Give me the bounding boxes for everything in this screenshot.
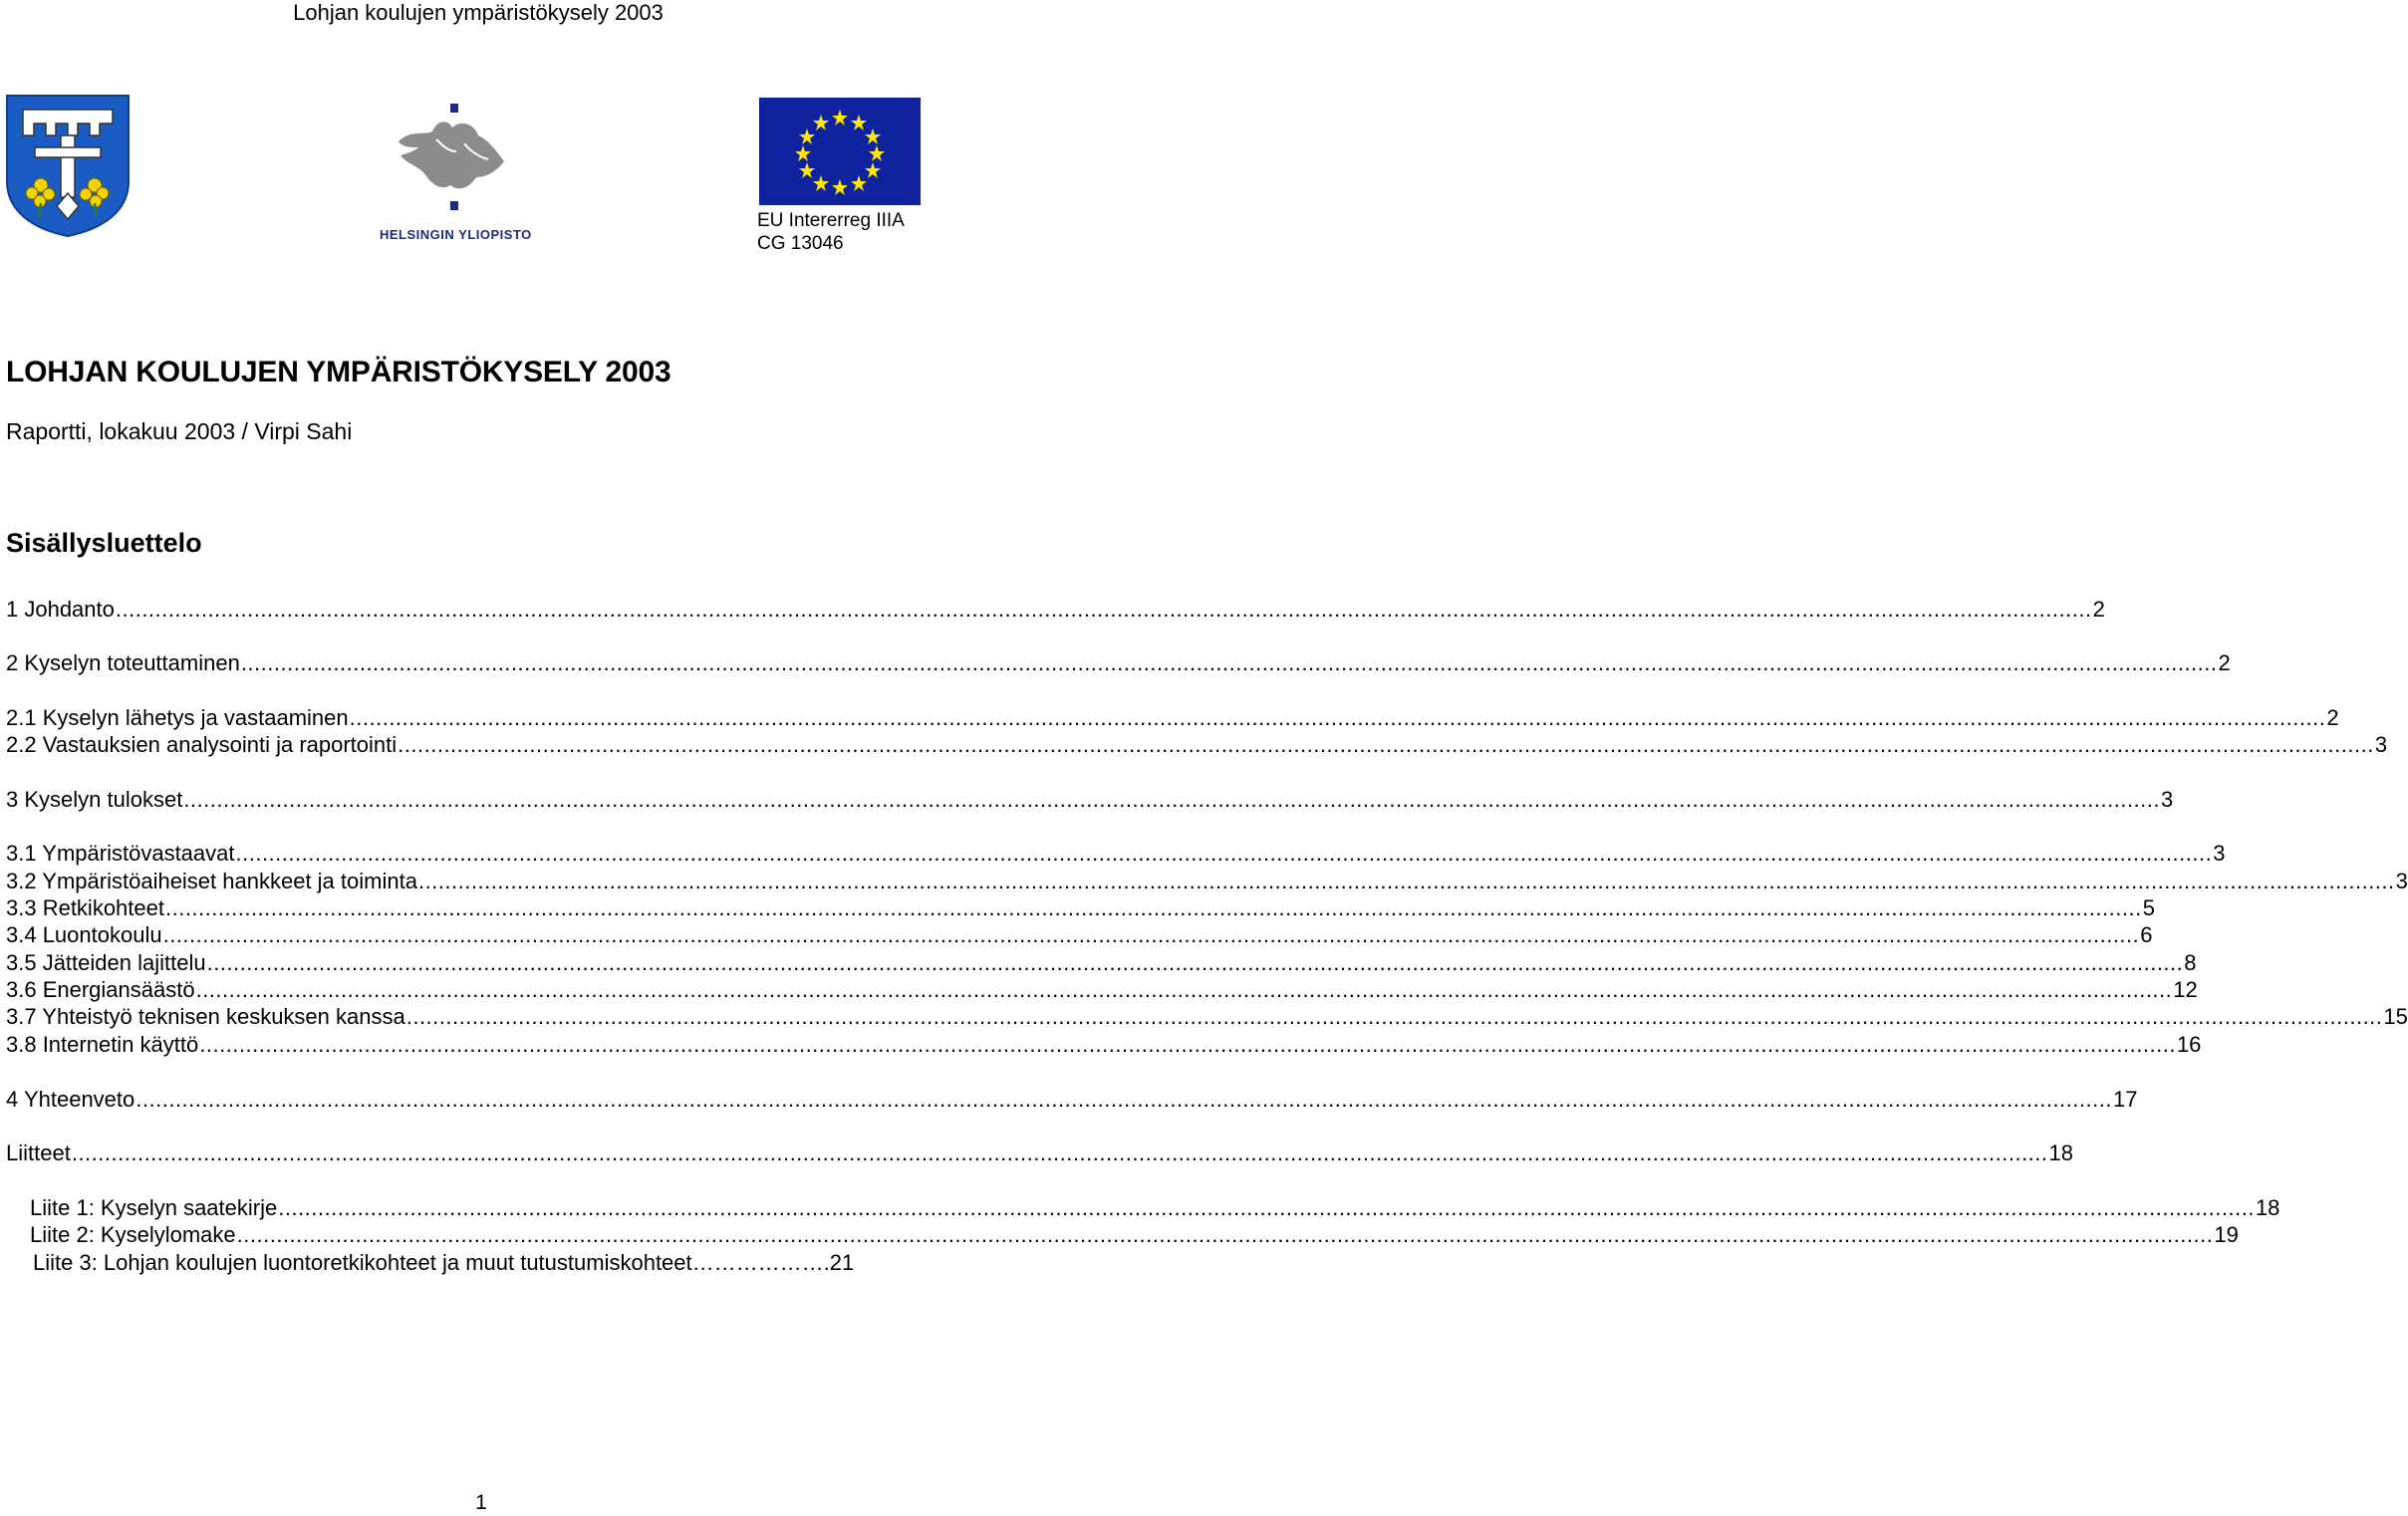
toc-leader: ............................................................................................................................................................................................................................................................................................................ bbox=[236, 1222, 2214, 1247]
toc-entry[interactable] bbox=[6, 1031, 2202, 1059]
toc-entry-page: 3 bbox=[2213, 841, 2226, 866]
toc-entry-page: 17 bbox=[2112, 1087, 2138, 1112]
toc-entry-page: 16 bbox=[2176, 1032, 2202, 1057]
toc-entry-label: 3.6 Energiansäästö bbox=[6, 977, 195, 1002]
toc-entry-page: 12 bbox=[2173, 977, 2198, 1002]
toc-entry-page: 6 bbox=[2140, 922, 2153, 947]
toc-entry-page: 2 bbox=[2092, 597, 2105, 622]
toc-entry-page: 2 bbox=[2326, 705, 2339, 730]
running-header: Lohjan koulujen ympäristökysely 2003 bbox=[293, 0, 664, 25]
toc-leader: ............................................................................................................................................................................................................................................................................................................ bbox=[183, 787, 2161, 812]
toc-entry-label: 3.2 Ympäristöaiheiset hankkeet ja toiminta bbox=[6, 869, 417, 893]
eu-flag-icon bbox=[759, 98, 921, 205]
document-subtitle: Raportti, lokakuu 2003 / Virpi Sahi bbox=[6, 418, 353, 444]
eu-program-text bbox=[757, 209, 905, 255]
toc-leader: ............................................................................................................................................................................................................................................................................................................ bbox=[405, 1004, 2383, 1029]
toc-entry[interactable] bbox=[6, 976, 2198, 1004]
toc-leader: ............................................................................................................................................................................................................................................................................................................ bbox=[115, 597, 2092, 622]
toc-entry-page: 5 bbox=[2142, 895, 2155, 920]
toc-entry-page: 3 bbox=[2374, 732, 2388, 757]
toc-entry-label: 2.2 Vastauksien analysointi ja raportointi bbox=[6, 732, 398, 757]
toc-entry-appendix-3[interactable]: Liite 3: Lohjan koulujen luontoretkikohteet ja muut tutustumiskohteet……………….21 bbox=[33, 1250, 855, 1275]
toc-entry[interactable] bbox=[30, 1194, 2280, 1222]
eu-program-line1: EU Intererreg IIIA bbox=[757, 210, 905, 231]
toc-leader: ............................................................................................................................................................................................................................................................................................................ bbox=[199, 1032, 2176, 1057]
toc-leader: ............................................................................................................................................................................................................................................................................................................ bbox=[195, 977, 2173, 1002]
toc-entry[interactable] bbox=[6, 1086, 2138, 1114]
toc-entry-label: 3.1 Ympäristövastaavat bbox=[6, 841, 235, 866]
toc-entry-label: 3 Kyselyn tulokset bbox=[6, 787, 183, 812]
toc-entry-label: Liite 2: Kyselylomake bbox=[30, 1222, 236, 1247]
toc-leader: ............................................................................................................................................................................................................................................................................................................ bbox=[235, 841, 2213, 866]
toc-entry-page: 3 bbox=[2161, 787, 2174, 812]
toc-leader: ............................................................................................................................................................................................................................................................................................................ bbox=[162, 922, 2140, 947]
toc-entry-page: 19 bbox=[2214, 1222, 2239, 1247]
toc-entry-label: Liite 1: Kyselyn saatekirje bbox=[30, 1195, 278, 1220]
toc-entry-label: 4 Yhteenveto bbox=[6, 1087, 135, 1112]
toc-entry[interactable] bbox=[6, 786, 2174, 814]
toc-entry[interactable] bbox=[6, 868, 2408, 895]
document-title: LOHJAN KOULUJEN YMPÄRISTÖKYSELY 2003 bbox=[6, 356, 671, 388]
toc-entry[interactable] bbox=[30, 1221, 2239, 1249]
toc-entry-page: 15 bbox=[2383, 1004, 2408, 1029]
toc-entry-label: 3.3 Retkikohteet bbox=[6, 895, 164, 920]
toc-entry-label: 3.5 Jätteiden lajittelu bbox=[6, 950, 206, 975]
toc-entry-page: 8 bbox=[2184, 950, 2197, 975]
toc-entry[interactable] bbox=[6, 1003, 2408, 1031]
toc-entry[interactable] bbox=[6, 731, 2388, 759]
toc-entry-page: 2 bbox=[2218, 650, 2231, 675]
toc-entry[interactable] bbox=[6, 949, 2197, 977]
toc-heading: Sisällysluettelo bbox=[6, 528, 202, 558]
toc-leader: ............................................................................................................................................................................................................................................................................................................ bbox=[417, 869, 2395, 893]
page-number: 1 bbox=[475, 1491, 487, 1514]
eu-program-line2: CG 13046 bbox=[757, 233, 844, 254]
toc-leader: ............................................................................................................................................................................................................................................................................................................ bbox=[206, 950, 2184, 975]
toc-entry[interactable] bbox=[6, 894, 2155, 922]
helsinki-university-text: HELSINGIN YLIOPISTO bbox=[380, 227, 532, 242]
toc-entry-label: 3.4 Luontokoulu bbox=[6, 922, 162, 947]
toc-leader: ............................................................................................................................................................................................................................................................................................................ bbox=[278, 1195, 2255, 1220]
toc-entry[interactable] bbox=[6, 596, 2105, 624]
toc-leader: ............................................................................................................................................................................................................................................................................................................ bbox=[135, 1087, 2112, 1112]
toc-entry-label: Liitteet bbox=[6, 1140, 71, 1165]
toc-entry[interactable] bbox=[6, 840, 2226, 868]
helsinki-university-logo bbox=[377, 100, 531, 244]
toc-entry-label: 3.8 Internetin käyttö bbox=[6, 1032, 199, 1057]
toc-leader: ............................................................................................................................................................................................................................................................................................................ bbox=[398, 732, 2374, 757]
toc-entry-page: 18 bbox=[2048, 1140, 2074, 1165]
toc-entry[interactable] bbox=[6, 921, 2153, 949]
toc-entry-page: 3 bbox=[2395, 869, 2408, 893]
coat-of-arms-icon bbox=[5, 94, 131, 238]
toc-entry-page: 18 bbox=[2255, 1195, 2280, 1220]
toc-entry[interactable] bbox=[6, 1139, 2074, 1167]
toc-entry[interactable] bbox=[6, 649, 2231, 677]
toc-leader: ............................................................................................................................................................................................................................................................................................................ bbox=[71, 1140, 2048, 1165]
toc-entry-label: 3.7 Yhteistyö teknisen keskuksen kanssa bbox=[6, 1004, 405, 1029]
toc-entry[interactable] bbox=[6, 704, 2339, 732]
toc-entry-label: 2.1 Kyselyn lähetys ja vastaaminen bbox=[6, 705, 349, 730]
toc-entry-label: 2 Kyselyn toteuttaminen bbox=[6, 650, 240, 675]
toc-leader: ............................................................................................................................................................................................................................................................................................................ bbox=[349, 705, 2326, 730]
toc-entry-label: 1 Johdanto bbox=[6, 597, 115, 622]
toc-leader: ............................................................................................................................................................................................................................................................................................................ bbox=[164, 895, 2142, 920]
toc-leader: ............................................................................................................................................................................................................................................................................................................ bbox=[240, 650, 2218, 675]
